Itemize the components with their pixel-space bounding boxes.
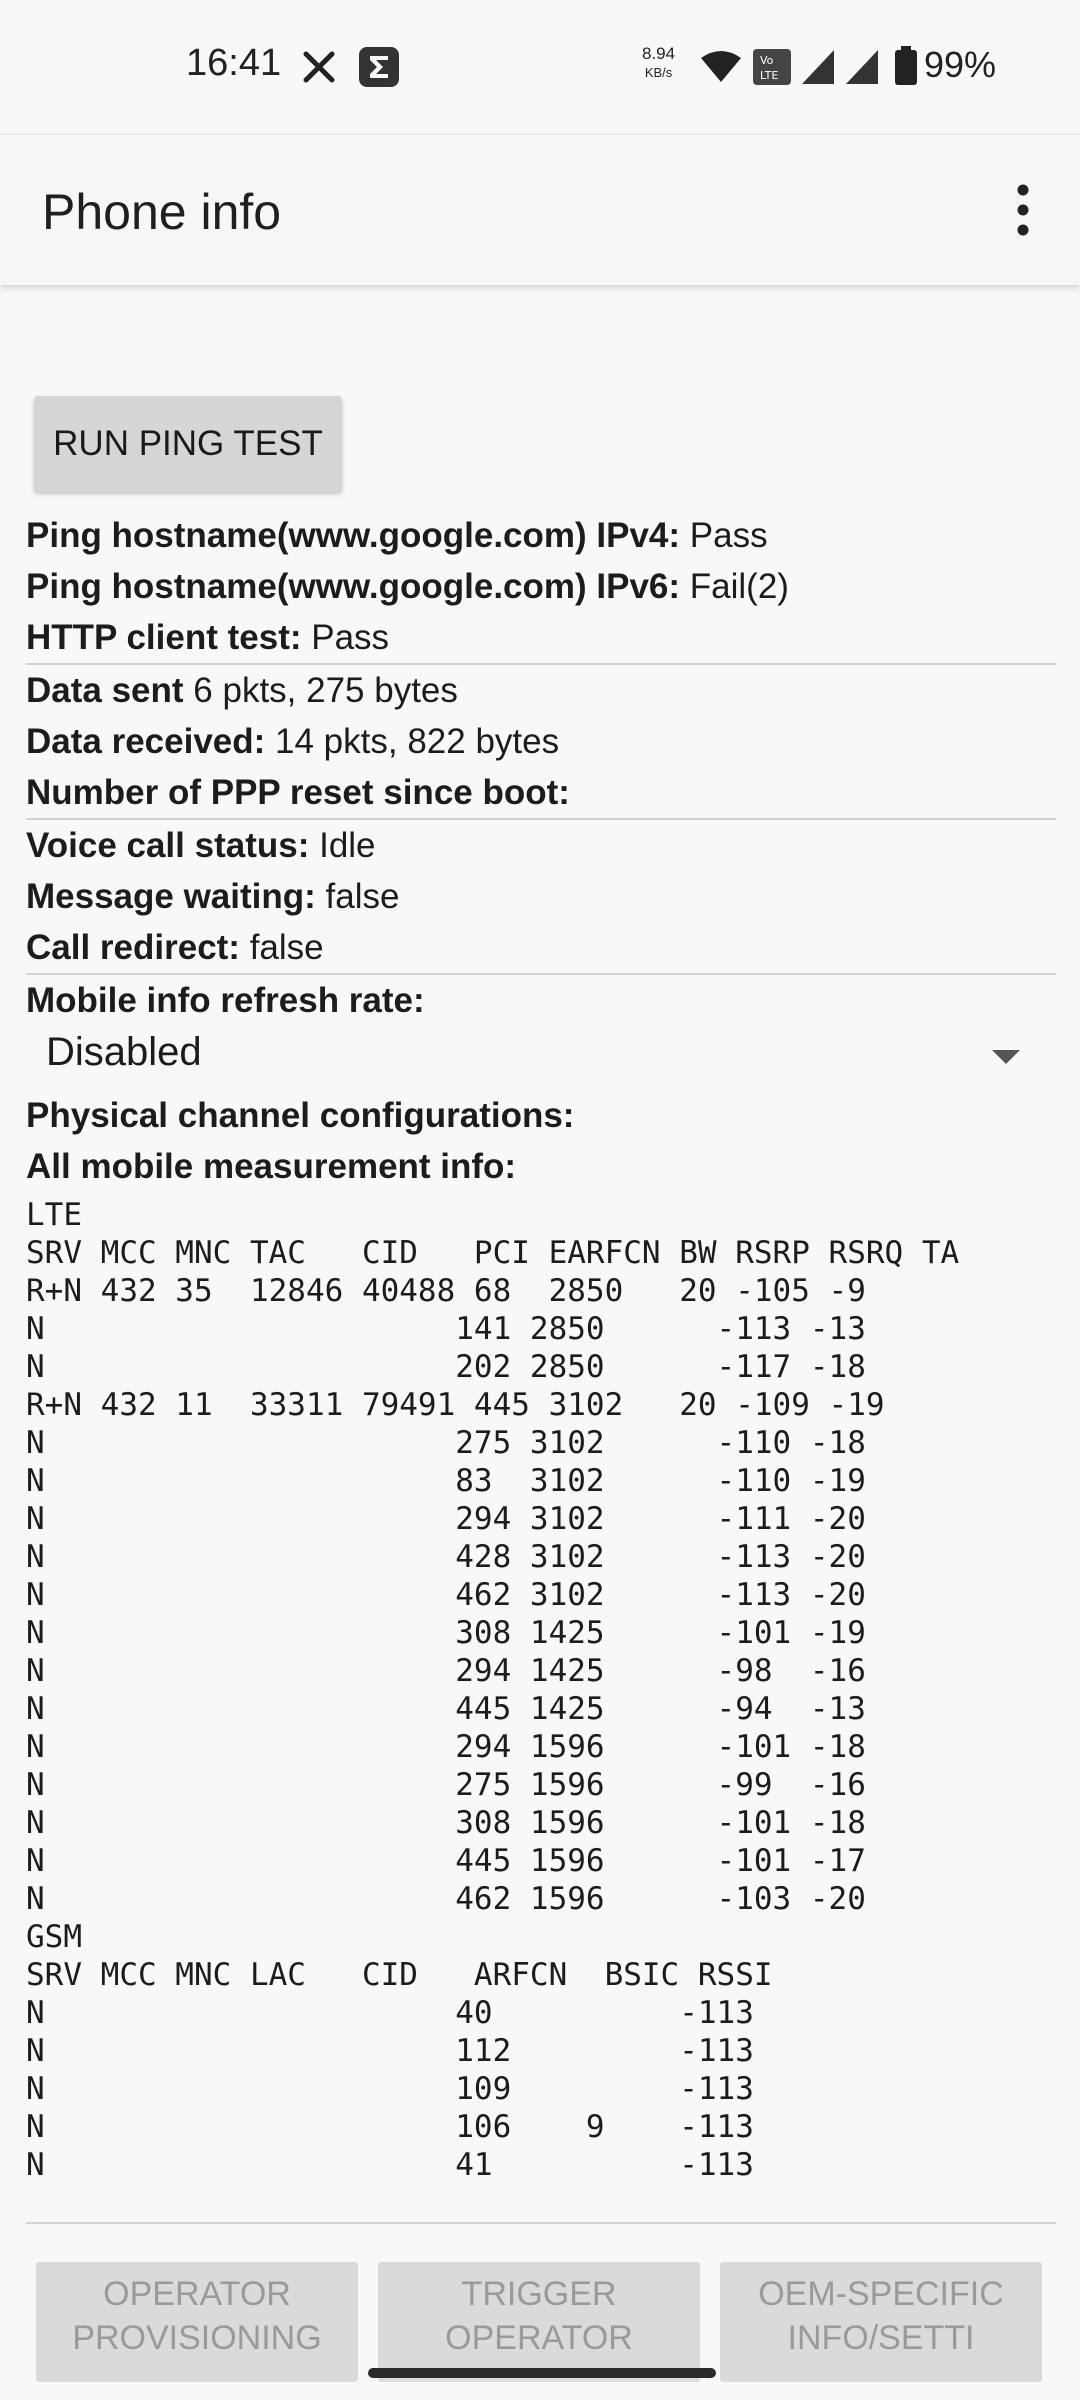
- phone-info-content: [26, 510, 1056, 2184]
- operator-provisioning-button[interactable]: OPERATOR PROVISIONING: [36, 2262, 358, 2382]
- data-received-row: Data received: 14 pkts, 822 bytes: [26, 722, 560, 761]
- ping-ipv4-row: Ping hostname(www.google.com) IPv4: Pass: [26, 516, 768, 555]
- clock: 16:41: [186, 42, 282, 84]
- app-bar: [0, 134, 1080, 285]
- call-redirect-value: false: [249, 928, 324, 967]
- refresh-rate-dropdown[interactable]: [26, 1026, 1056, 1090]
- gesture-nav-handle[interactable]: [368, 2368, 716, 2378]
- divider: [26, 2222, 1056, 2224]
- wifi-icon: [700, 50, 742, 84]
- run-ping-test-button[interactable]: RUN PING TEST: [34, 396, 342, 492]
- page-title: Phone info: [42, 184, 282, 240]
- voice-call-row: Voice call status: Idle: [26, 826, 376, 865]
- measurement-table: LTE SRV MCC MNC TAC CID PCI EARFCN BW RSRP RSRQ TA R+N 432 35 12846 40488 68 2850 20 -105 -9 N 141 2850 -113 -13 N 202 2850 -117 -18 R+N 432 11 33311 79491 445 3102 20 -109 -19 N 275 3102 -110 -18 N 83 3102 -110 -19 N 294 3102 -111 -20 N 428 3102 -113 -20 N 462 3102 -113 -20 N 308 1425 -101 -19 N 294 1425 -98 -16 N 445 1425 -94 -13 N 294 1596 -101 -18 N 275 1596 -99 -16 N 308 1596 -101 -18 N 445 1596 -101 -17 N 462 1596 -103 -20 GSM SRV MCC MNC LAC CID ARFCN BSIC RSSI N 40 -113 N 112 -113 N 109 -113 N 106 9 -113 N 41 -113: [26, 1197, 960, 2183]
- battery-percent: 99%: [924, 44, 997, 85]
- message-waiting-value: false: [325, 877, 400, 916]
- signal-icon: [844, 48, 880, 86]
- data-sent-value: 6 pkts, 275 bytes: [193, 671, 458, 710]
- refresh-rate-value: Disabled: [46, 1030, 202, 1074]
- http-test-row: HTTP client test: Pass: [26, 618, 390, 657]
- svg-text:LTE: LTE: [760, 69, 779, 82]
- ppp-reset-row: Number of PPP reset since boot:: [26, 773, 570, 812]
- more-vert-icon[interactable]: [1000, 178, 1046, 242]
- battery-icon: [894, 46, 918, 86]
- svg-text:Vo: Vo: [760, 54, 774, 67]
- x-icon: [302, 50, 336, 84]
- signal-icon: [800, 48, 836, 86]
- oem-specific-button[interactable]: OEM-SPECIFIC INFO/SETTI: [720, 2262, 1042, 2382]
- network-speed: 8.94 KB/s: [642, 44, 676, 80]
- volte-icon: [752, 48, 792, 86]
- ping-ipv6-row: Ping hostname(www.google.com) IPv6: Fail(2): [26, 567, 789, 606]
- message-waiting-row: Message waiting: false: [26, 877, 400, 916]
- dropdown-arrow-icon: [992, 1050, 1020, 1064]
- trigger-operator-button[interactable]: TRIGGER OPERATOR: [378, 2262, 700, 2382]
- measurement-info-row: All mobile measurement info:: [26, 1147, 517, 1186]
- data-received-value: 14 pkts, 822 bytes: [275, 722, 560, 761]
- status-bar: [0, 0, 1080, 130]
- physical-channel-row: Physical channel configurations:: [26, 1096, 575, 1135]
- http-test-value: Pass: [311, 618, 390, 657]
- voice-call-value: Idle: [319, 826, 376, 865]
- call-redirect-row: Call redirect: false: [26, 928, 324, 967]
- data-sent-row: Data sent 6 pkts, 275 bytes: [26, 671, 458, 710]
- refresh-rate-label: Mobile info refresh rate:: [26, 981, 425, 1020]
- ping-ipv4-value: Pass: [689, 516, 768, 555]
- bottom-button-row: [0, 2262, 1080, 2357]
- sigma-icon: [358, 46, 400, 88]
- ping-ipv6-value: Fail(2): [689, 567, 789, 606]
